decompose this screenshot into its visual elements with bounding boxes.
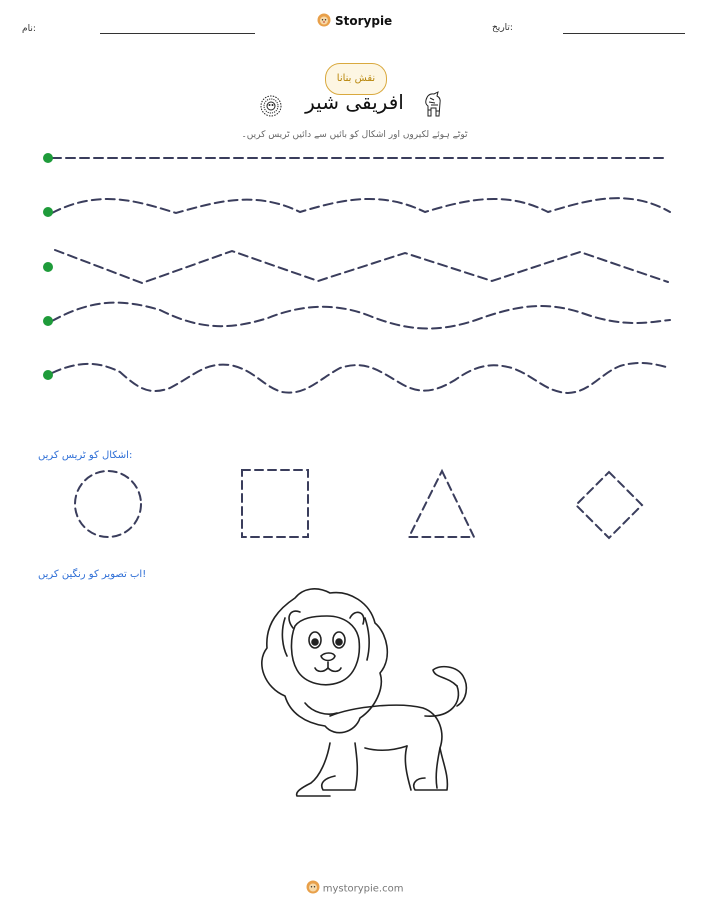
shapes-heading: اشکال کو ٹریس کریں: xyxy=(38,450,133,461)
name-line xyxy=(100,33,255,34)
color-heading: اب تصویر کو رنگین کریں! xyxy=(38,569,147,580)
tracing-shapes xyxy=(0,465,709,545)
tracing-row-wave-2 xyxy=(52,303,670,329)
shape-circle xyxy=(75,471,141,537)
name-label: نام: xyxy=(22,24,36,34)
shape-square xyxy=(242,470,308,537)
start-dot xyxy=(43,207,53,217)
lion-face-icon xyxy=(306,880,320,897)
lion-face-icon xyxy=(317,13,331,30)
shape-triangle xyxy=(409,471,474,537)
instructions: ٹوٹے ہوئے لکیروں اور اشکال کو بائیں سے دائیں ٹریس کریں۔ xyxy=(241,130,468,140)
tracing-lines xyxy=(0,140,709,400)
footer xyxy=(0,880,709,897)
start-dot xyxy=(43,370,53,380)
page-title: افریقی شیر xyxy=(305,90,404,114)
start-dot xyxy=(43,262,53,272)
shape-diamond xyxy=(576,472,642,538)
start-dot xyxy=(43,153,53,163)
footer-url[interactable]: mystorypie.com xyxy=(322,883,404,895)
tracing-row-wave-1 xyxy=(52,198,670,213)
zebra-icon xyxy=(422,90,446,122)
start-dot xyxy=(43,316,53,326)
date-line xyxy=(563,33,685,34)
brand xyxy=(0,13,709,30)
tracing-row-wave-3 xyxy=(52,363,670,393)
tracing-row-zigzag xyxy=(55,250,668,283)
date-label: تاریخ: xyxy=(492,23,513,33)
brand-name: Storypie xyxy=(334,14,393,28)
lion-coloring-image xyxy=(235,578,475,803)
activity-badge: نقش بنانا xyxy=(325,63,387,95)
